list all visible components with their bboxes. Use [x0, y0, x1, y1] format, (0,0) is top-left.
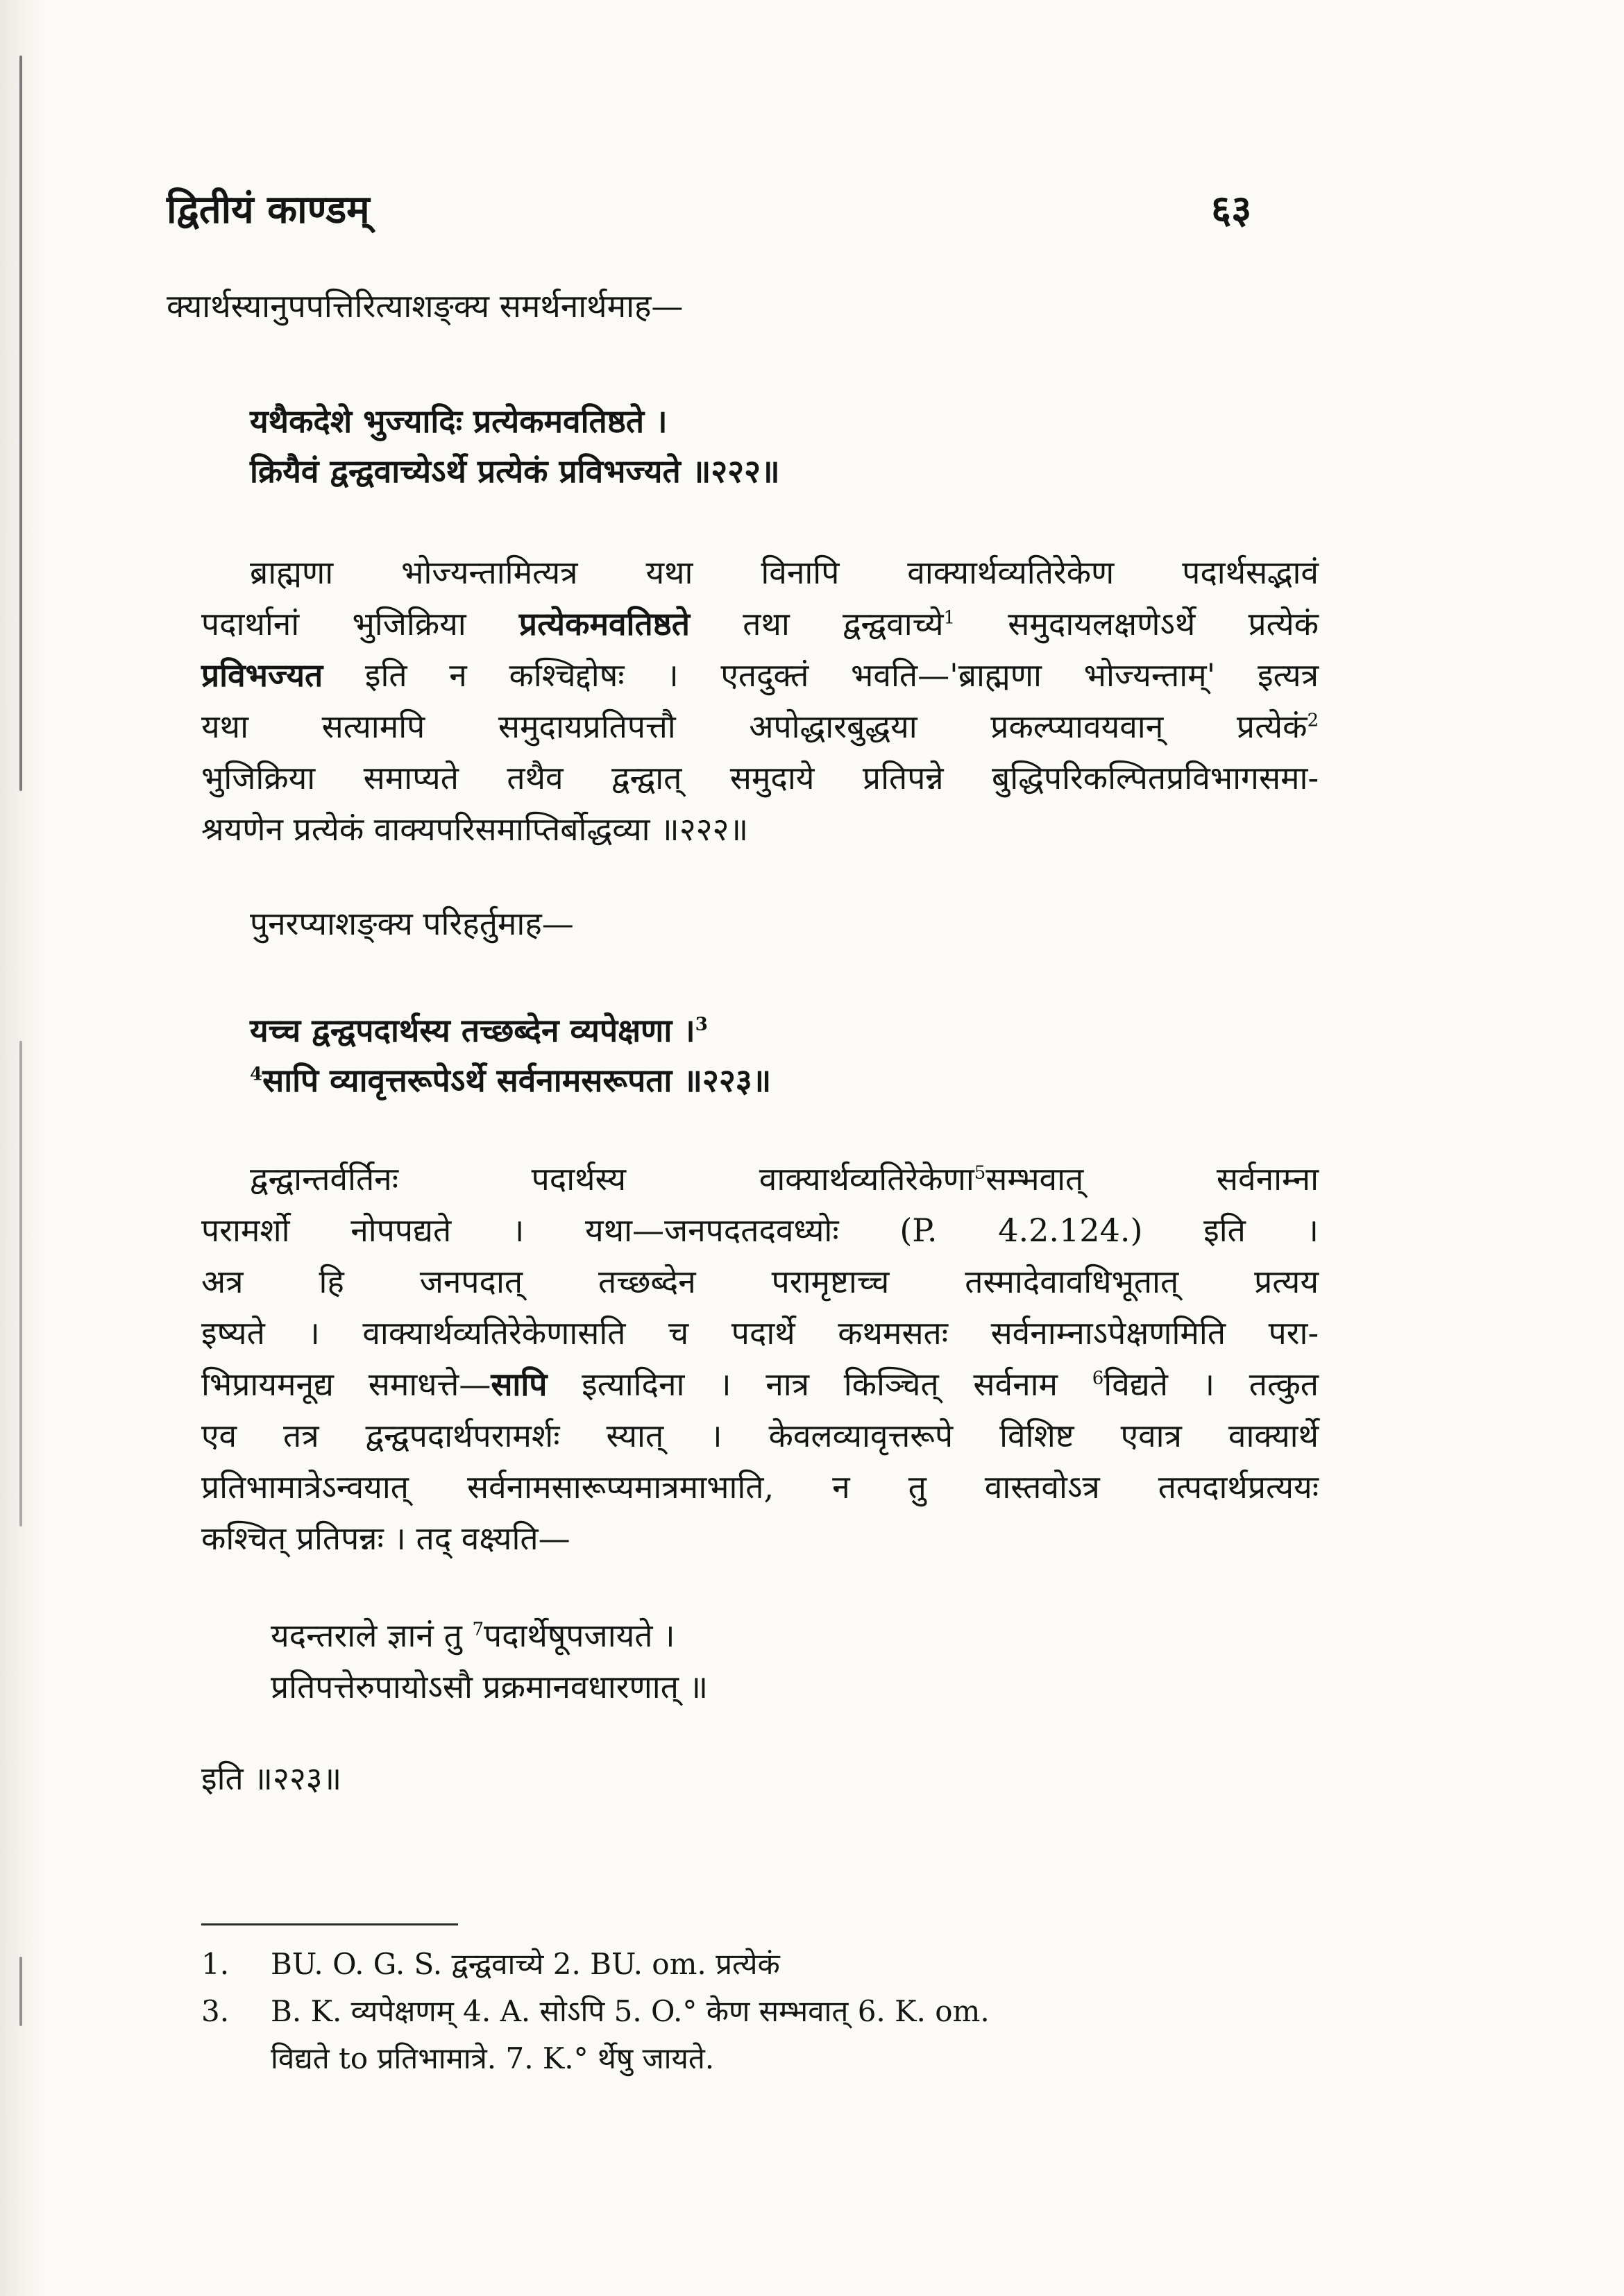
footnote-text: B. K. व्यपेक्षणम् 4. A. सोऽपि 5. O.° केण सम्भवात् 6. K. om. [271, 1994, 990, 2028]
text-run: इत्यादिना । नात्र किञ्चित् सर्वनाम [547, 1366, 1092, 1403]
quoted-verse-line-2: प्रतिपत्तेरुपायोऽसौ प्रक्रमानवधारणात् ॥ [271, 1668, 709, 1706]
text-run: पदार्थानां भुजिक्रिया [201, 605, 519, 643]
commentary-223-line-8: कश्चित् प्रतिपन्नः । तद् वक्ष्यति— [201, 1520, 570, 1557]
text-run: यदन्तराले ज्ञानं तु [271, 1617, 473, 1654]
pratika-bold: सापि [491, 1366, 548, 1403]
commentary-222-line-3 [201, 656, 1319, 694]
footnote-marker: 1 [943, 607, 956, 629]
commentary-223-line-5 [201, 1366, 1319, 1403]
scan-edge-line [19, 56, 22, 791]
commentary-223-line-6: एव तत्र द्वन्द्वपदार्थपरामर्शः स्यात् । केवलव्यावृत्तरूपे विशिष्ट एवात्र वाक्यार्थे [201, 1417, 1319, 1454]
verse-223-line-1 [250, 1012, 708, 1049]
footnote-number: 1. [201, 1947, 230, 1981]
pratika-bold: प्रत्येकमवतिष्ठते [518, 605, 690, 643]
footnote-marker: 3 [695, 1014, 708, 1035]
text-run: यथा सत्यामपि समुदायप्रतिपत्तौ अपोद्धारबुद्धया प्रकल्प्यावयवान् प्रत्येकं [201, 708, 1308, 745]
page-number: ६३ [1211, 187, 1252, 232]
verse-222-line-2: क्रियैवं द्वन्द्ववाच्येऽर्थे प्रत्येकं प्रविभज्यते ॥२२२॥ [250, 452, 780, 490]
footnote-line-3: विद्यते to प्रतिभामात्रे. 7. K.° र्थेषु जायते. [271, 2041, 715, 2075]
scan-edge-line [19, 1041, 22, 1527]
commentary-223-line-7: प्रतिभामात्रेऽन्वयात् सर्वनामसारूप्यमात्रमाभाति, न तु वास्तवोऽत्र तत्पदार्थप्रत्ययः [201, 1468, 1319, 1506]
closing-line: इति ॥२२३॥ [201, 1760, 342, 1797]
footnote-marker: 2 [1307, 710, 1319, 731]
footnote-number: 3. [201, 1994, 230, 2028]
text-run: तथा द्वन्द्ववाच्ये [689, 605, 944, 643]
commentary-223-line-4: इष्यते । वाक्यार्थव्यतिरेकेणासति च पदार्थे कथमसतः सर्वनाम्नाऽपेक्षणमिति परा- [201, 1314, 1319, 1352]
intro-line: क्यार्थस्यानुपपत्तिरित्याशङ्क्य समर्थनार्थमाह— [167, 287, 684, 325]
transition-line: पुनरप्याशङ्क्य परिहर्तुमाह— [250, 905, 574, 942]
footnote-text: BU. O. G. S. द्वन्द्ववाच्ये 2. BU. om. प्रत्येकं [271, 1947, 780, 1981]
verse-text: यच्च द्वन्द्वपदार्थस्य तच्छब्देन व्यपेक्षणा । [250, 1012, 695, 1049]
commentary-222-line-5: भुजिक्रिया समाप्यते तथैव द्वन्द्वात् समुदाये प्रतिपन्ने बुद्धिपरिकल्पितप्रविभागसमा- [201, 759, 1319, 797]
commentary-223-line-2: परामर्शो नोपपद्यते । यथा—जनपदतदवध्योः (P. 4.2.124.) इति । [201, 1211, 1319, 1249]
text-run: विद्यते । तत्कुत [1103, 1366, 1319, 1403]
commentary-222-line-1: ब्राह्मणा भोज्यन्तामित्यत्र यथा विनापि वाक्यार्थव्यतिरेकेण पदार्थसद्भावं [250, 554, 1319, 591]
commentary-223-line-3: अत्र हि जनपदात् तच्छब्देन परामृष्टाच्च तस्मादेवावधिभूतात् प्रत्यय [201, 1263, 1319, 1300]
text-run: भिप्रायमनूद्य समाधत्ते— [201, 1366, 491, 1403]
text-run: समुदायलक्षणेऽर्थे प्रत्येकं [955, 605, 1319, 643]
text-run: इति न कश्चिद्दोषः । एतदुक्तं भवति—'ब्राह्मणा भोज्यन्ताम्' इत्यत्र [323, 656, 1319, 694]
text-run: पदार्थेषूपजायते । [483, 1617, 675, 1654]
scan-edge-line [19, 1957, 22, 2026]
text-run: सम्भवात् सर्वनाम्ना [986, 1160, 1319, 1198]
running-header-title: द्वितीयं काण्डम् [167, 187, 370, 232]
quoted-verse-line-1 [271, 1617, 675, 1654]
commentary-222-line-2 [201, 605, 1319, 643]
verse-222-line-1: यथैकदेशे भुज्यादिः प्रत्येकमवतिष्ठते । [250, 402, 668, 440]
footnote-marker: 6 [1092, 1368, 1104, 1389]
text-run: द्वन्द्वान्तर्वर्तिनः पदार्थस्य वाक्यार्थव्यतिरेकेणा [250, 1160, 974, 1198]
commentary-222-line-4 [201, 708, 1319, 745]
pratika-bold: प्रविभज्यत [201, 656, 323, 694]
commentary-222-line-6: श्रयणेन प्रत्येकं वाक्यपरिसमाप्तिर्बोद्धव्या ॥२२२॥ [201, 810, 749, 848]
footnote-marker: 4 [250, 1064, 263, 1085]
footnote-rule [201, 1923, 458, 1925]
verse-223-line-2 [250, 1062, 772, 1099]
footnote-line-1 [201, 1947, 780, 1981]
commentary-223-line-1 [250, 1160, 1319, 1198]
scan-gutter [0, 0, 49, 2296]
footnote-line-2 [201, 1994, 990, 2028]
footnote-marker: 7 [472, 1619, 484, 1640]
verse-text: सापि व्यावृत्तरूपेऽर्थे सर्वनामसरूपता ॥२२३॥ [262, 1062, 772, 1099]
footnote-marker: 5 [974, 1162, 986, 1184]
